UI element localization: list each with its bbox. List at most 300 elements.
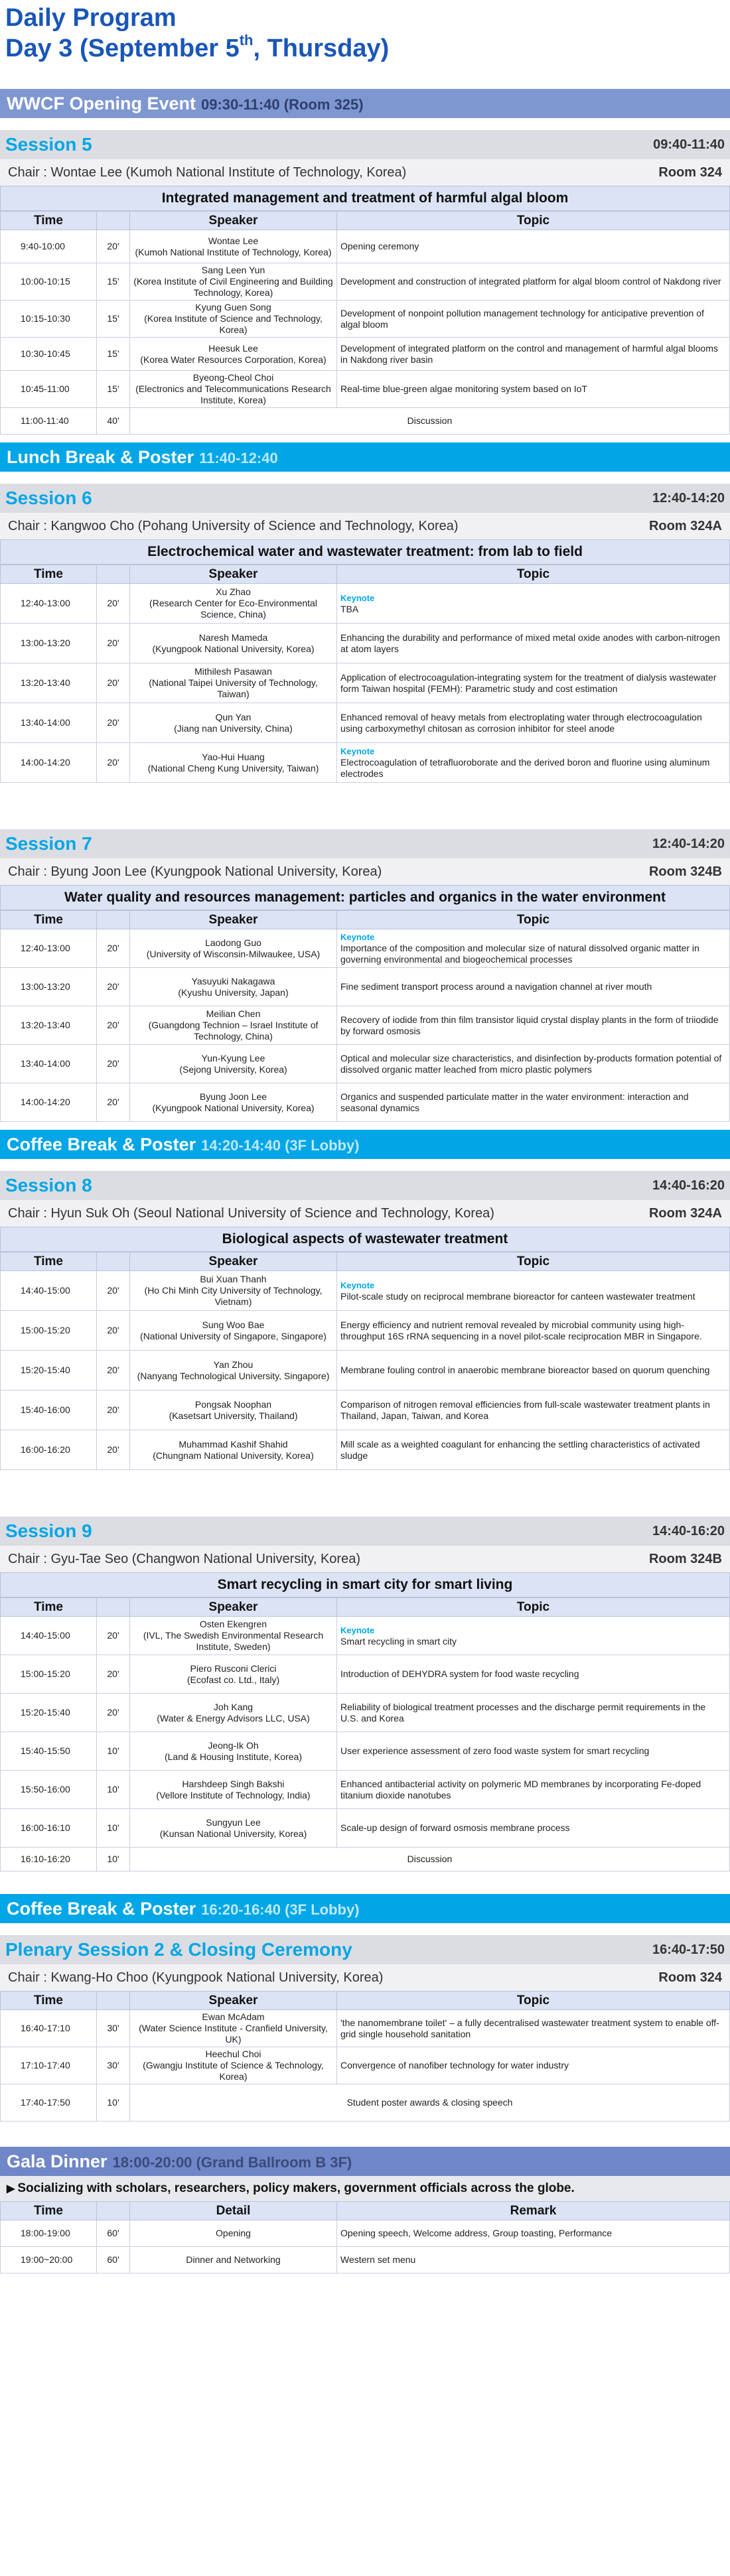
session-theme: Water quality and resources management: particles and organics in the water environment (0, 885, 730, 910)
session-header (0, 1517, 730, 1546)
row-topic (337, 371, 730, 408)
row-time: 16:00-16:10 (1, 1809, 97, 1848)
row-topic (337, 743, 730, 783)
session-header (0, 130, 730, 159)
row-time: 13:20-13:40 (1, 663, 97, 703)
table-row (1, 1809, 730, 1848)
speaker-name: Yun-Kyung Lee (201, 1052, 265, 1063)
session-header (0, 1171, 730, 1200)
row-topic (337, 2047, 730, 2084)
row-duration: 30' (97, 2047, 130, 2084)
row-duration: 20' (97, 929, 130, 968)
topic-text: Application of electrocoagulation-integrating system for the treatment of dialysis wastewater form Taiwan hospital (FEMH): Parametric study and cost estimation (340, 671, 717, 694)
topic-text: Development of integrated platform on the control and management of harmful algal blooms in Nakdong river basin (340, 342, 718, 365)
keynote-label: Keynote (340, 592, 375, 603)
row-time: 19:00~20:00 (1, 2247, 97, 2273)
row-time: 12:40-13:00 (1, 584, 97, 624)
speaker-name: Osten Ekengren (199, 1619, 267, 1629)
row-time: 13:00-13:20 (1, 968, 97, 1006)
speaker-name: Harshdeep Singh Bakshi (182, 1778, 285, 1789)
row-topic (337, 2010, 730, 2047)
speaker-name: Pongsak Noophan (194, 1398, 272, 1410)
row-time: 18:00-19:00 (1, 2220, 97, 2247)
col-time: Time (1, 1598, 97, 1617)
row-duration: 10' (97, 2084, 130, 2122)
row-time: 15:00-15:20 (1, 1311, 97, 1351)
topic-text: Reliability of biological treatment processes and the discharge permit requirements in the U.S. and Korea (340, 1701, 706, 1724)
row-speaker (130, 1006, 337, 1045)
row-speaker (130, 301, 337, 338)
col-time: Time (1, 565, 97, 584)
session-6 (0, 484, 730, 783)
table-row (1, 338, 730, 371)
speaker-affiliation: (Water Science Institute - Cranfield University, UK) (139, 2023, 328, 2045)
speaker-affiliation: (National University of Singapore, Singapore) (140, 1330, 327, 1341)
row-time: 16:40-17:10 (1, 2010, 97, 2047)
col-topic: Topic (337, 911, 730, 929)
row-time: 10:15-10:30 (1, 301, 97, 338)
topic-text: Membrane fouling control in anaerobic membrane bioreactor based on quorum quenching (340, 1365, 710, 1375)
table-row (1, 1655, 730, 1694)
table-row (1, 1045, 730, 1083)
row-duration: 60' (97, 2247, 130, 2273)
row-speaker (130, 703, 337, 743)
row-time: 17:40-17:50 (1, 2084, 97, 2122)
row-duration: 15' (97, 371, 130, 408)
row-duration: 20' (97, 1655, 130, 1694)
session-name: Plenary Session 2 & Closing Ceremony (5, 1939, 352, 1960)
col-speaker: Speaker (130, 212, 337, 230)
lunch-break-bar: Lunch Break & Poster 11:40-12:40 (0, 442, 730, 472)
session-name: Session 9 (5, 1521, 92, 1541)
col-topic: Topic (337, 1992, 730, 2010)
row-time: 14:00-14:20 (1, 1083, 97, 1122)
row-topic (337, 1809, 730, 1848)
topic-text: Development of nonpoint pollution management technology for anticipative prevention of algal bloom (340, 307, 704, 330)
row-time: 16:10-16:20 (1, 1848, 97, 1871)
chair-name: Chair : Hyun Suk Oh (Seoul National University of Science and Technology, Korea) (8, 1205, 494, 1221)
row-duration: 15' (97, 301, 130, 338)
table-row (1, 1390, 730, 1430)
row-time: 14:40-15:00 (1, 1271, 97, 1311)
row-speaker (130, 1271, 337, 1311)
table-row-awards (1, 2084, 730, 2122)
speaker-name: Kyung Guen Song (195, 302, 271, 312)
row-topic (337, 584, 730, 624)
row-duration: 15' (97, 338, 130, 371)
row-duration: 10' (97, 1732, 130, 1771)
session-header (0, 1935, 730, 1964)
col-speaker: Speaker (130, 911, 337, 929)
session-chair (0, 159, 730, 186)
row-topic (337, 1771, 730, 1809)
session-time: 16:40-17:50 (652, 1942, 725, 1957)
row-time: 14:40-15:00 (1, 1617, 97, 1655)
row-duration: 30' (97, 2010, 130, 2047)
row-duration: 20' (97, 1006, 130, 1045)
row-topic (337, 1655, 730, 1694)
keynote-label: Keynote (340, 1625, 375, 1635)
schedule-table (0, 565, 730, 783)
col-duration (97, 565, 130, 584)
session-chair (0, 1546, 730, 1572)
row-speaker (130, 743, 337, 783)
speaker-name: Xu Zhao (216, 586, 251, 597)
table-row (1, 2047, 730, 2084)
session-theme: Biological aspects of wastewater treatment (0, 1227, 730, 1252)
session-chair (0, 513, 730, 539)
table-row (1, 703, 730, 743)
topic-text: Mill scale as a weighted coagulant for enhancing the settling characteristics of activated sludge (340, 1438, 700, 1461)
row-duration: 40' (97, 408, 130, 435)
col-duration (97, 1992, 130, 2010)
row-speaker (130, 1045, 337, 1083)
coffee-break-bar-1: Coffee Break & Poster 14:20-14:40 (3F Lobby) (0, 1130, 730, 1159)
col-detail: Detail (130, 2202, 337, 2220)
session-time: 12:40-14:20 (652, 836, 725, 851)
row-speaker (130, 1809, 337, 1848)
row-duration: 20' (97, 584, 130, 624)
col-topic: Topic (337, 1253, 730, 1271)
topic-text: Real-time blue-green algae monitoring system based on IoT (340, 383, 587, 394)
speaker-affiliation: (Research Center for Eco-Environmental Science, China) (149, 598, 317, 620)
speaker-affiliation: (Chungnam National University, Korea) (153, 1450, 314, 1461)
row-speaker (130, 1351, 337, 1390)
schedule-table (0, 910, 730, 1122)
table-row (1, 301, 730, 338)
row-duration: 20' (97, 743, 130, 783)
table-row (1, 624, 730, 663)
keynote-label: Keynote (340, 1280, 375, 1290)
table-row (1, 1694, 730, 1732)
topic-text: 'the nanomembrane toilet' – a fully decentralised wastewater treatment system to enable off-grid single household sanitation (340, 2017, 719, 2039)
speaker-affiliation: (Ho Chi Minh City University of Technology, Vietnam) (144, 1285, 323, 1307)
session-chair (0, 1964, 730, 1991)
session-theme: Electrochemical water and wastewater treatment: from lab to field (0, 539, 730, 565)
session-chair (0, 1200, 730, 1227)
row-topic (337, 1045, 730, 1083)
row-topic (337, 338, 730, 371)
chair-name: Chair : Gyu-Tae Seo (Changwon National University, Korea) (8, 1551, 360, 1566)
gala-row (1, 2247, 730, 2273)
topic-text: Development and construction of integrated platform for algal bloom control of Nakdong river (340, 276, 721, 287)
col-topic: Topic (337, 565, 730, 584)
col-speaker: Speaker (130, 1598, 337, 1617)
topic-text: Comparison of nitrogen removal efficiencies from full-scale wastewater treatment plants in Thailand, Japan, Taiwan, and Korea (340, 1398, 710, 1421)
row-topic (337, 1732, 730, 1771)
table-row (1, 1732, 730, 1771)
session-theme: Integrated management and treatment of harmful algal bloom (0, 186, 730, 211)
row-speaker (130, 2047, 337, 2084)
session-time: 14:40-16:20 (652, 1178, 725, 1193)
row-duration: 20' (97, 1045, 130, 1083)
speaker-name: Naresh Mameda (198, 632, 268, 643)
row-duration: 60' (97, 2220, 130, 2247)
schedule-table (0, 1991, 730, 2122)
table-row (1, 1617, 730, 1655)
speaker-name: Meilian Chen (206, 1008, 261, 1019)
row-topic (337, 230, 730, 263)
topic-text: TBA (340, 603, 359, 614)
row-topic (337, 1271, 730, 1311)
row-discussion: Discussion (130, 408, 730, 435)
row-duration: 10' (97, 1771, 130, 1809)
room-label: Room 324B (648, 1551, 722, 1566)
topic-text: Enhanced removal of heavy metals from electroplating water through electrocoagulation using carboxymethyl chitosan as corrosion inhibitor for steel anode (340, 711, 702, 734)
row-topic (337, 1390, 730, 1430)
coffee-break-bar-2: Coffee Break & Poster 16:20-16:40 (3F Lobby) (0, 1894, 730, 1923)
row-topic (337, 1430, 730, 1470)
session-7 (0, 829, 730, 1122)
row-duration: 20' (97, 1430, 130, 1470)
row-time: 13:40-14:00 (1, 703, 97, 743)
speaker-affiliation: (Land & Housing Institute, Korea) (164, 1751, 302, 1762)
speaker-affiliation: (Korea Water Resources Corporation, Korea) (140, 354, 327, 365)
speaker-name: Byeong-Cheol Choi (192, 372, 274, 383)
row-time: 10:00-10:15 (1, 263, 97, 301)
speaker-name: Yasuyuki Nakagawa (191, 975, 275, 986)
col-speaker: Speaker (130, 565, 337, 584)
col-time: Time (1, 1253, 97, 1271)
speaker-affiliation: (IVL, The Swedish Environmental Research Institute, Sweden) (143, 1630, 324, 1652)
row-detail: Dinner and Networking (130, 2247, 337, 2273)
row-speaker (130, 1771, 337, 1809)
opening-event-bar: WWCF Opening Event 09:30-11:40 (Room 325) (0, 89, 730, 118)
speaker-affiliation: (Korea Institute of Science and Technology, Korea) (144, 313, 323, 335)
speaker-affiliation: (Guangdong Technion – Israel Institute of Technology, China) (148, 1020, 319, 1042)
row-time: 13:40-14:00 (1, 1045, 97, 1083)
row-remark: Opening speech, Welcome address, Group toasting, Performance (337, 2220, 730, 2247)
speaker-name: Bui Xuan Thanh (200, 1274, 267, 1284)
row-speaker (130, 1390, 337, 1430)
row-topic (337, 663, 730, 703)
row-speaker (130, 338, 337, 371)
room-label: Room 324A (648, 518, 722, 533)
room-label: Room 324B (648, 864, 722, 879)
session-time: 12:40-14:20 (652, 490, 725, 506)
row-time: 17:10-17:40 (1, 2047, 97, 2084)
topic-text: Organics and suspended particulate matter in the water environment: interaction and seasonal dynamics (340, 1091, 689, 1113)
session-name: Session 5 (5, 134, 92, 155)
row-speaker (130, 1083, 337, 1122)
gala-dinner-bar: Gala Dinner 18:00-20:00 (Grand Ballroom B 3F) (0, 2147, 730, 2176)
row-duration: 15' (97, 263, 130, 301)
col-time: Time (1, 1992, 97, 2010)
speaker-affiliation: (Kyushu University, Japan) (178, 986, 289, 998)
row-time: 15:50-16:00 (1, 1771, 97, 1809)
col-speaker: Speaker (130, 1992, 337, 2010)
speaker-name: Ewan McAdam (202, 2011, 265, 2022)
col-duration (97, 1598, 130, 1617)
schedule-table (0, 211, 730, 435)
row-topic (337, 929, 730, 968)
table-row (1, 1311, 730, 1351)
topic-text: User experience assessment of zero food waste system for smart recycling (340, 1745, 650, 1756)
speaker-affiliation: (Sejong University, Korea) (179, 1063, 287, 1075)
speaker-name: Yan Zhou (213, 1359, 254, 1370)
table-row (1, 1351, 730, 1390)
row-duration: 10' (97, 1848, 130, 1871)
row-time: 9:40-10:00 (1, 230, 97, 263)
table-row (1, 929, 730, 968)
topic-text: Energy efficiency and nutrient removal revealed by microbial community using high-throughput 16S rRNA sequencing in a novel pilot-scale reciprocation MBR in Singapore. (340, 1319, 702, 1341)
row-discussion: Discussion (130, 1848, 730, 1871)
row-speaker (130, 929, 337, 968)
col-duration (97, 212, 130, 230)
session-chair (0, 858, 730, 885)
speaker-affiliation: (Kyungpook National University, Korea) (152, 1102, 315, 1113)
row-speaker (130, 230, 337, 263)
col-time: Time (1, 212, 97, 230)
row-duration: 20' (97, 230, 130, 263)
topic-text: Introduction of DEHYDRA system for food waste recycling (340, 1668, 579, 1679)
col-topic: Topic (337, 1598, 730, 1617)
row-topic (337, 1006, 730, 1045)
speaker-affiliation: (Kumoh National Institute of Technology, Korea) (135, 246, 332, 257)
row-speaker (130, 371, 337, 408)
topic-text: Optical and molecular size characteristics, and disinfection by-products formation potential of dissolved organic matter leached from micro plastic polymers (340, 1052, 722, 1075)
speaker-name: Heechul Choi (205, 2049, 261, 2059)
session-name: Session 6 (5, 488, 92, 508)
table-row (1, 1271, 730, 1311)
speaker-affiliation: (National Taipei University of Technology, Taiwan) (149, 677, 318, 699)
col-speaker: Speaker (130, 1253, 337, 1271)
row-time: 16:00-16:20 (1, 1430, 97, 1470)
speaker-affiliation: (National Cheng Kung University, Taiwan) (147, 762, 319, 774)
row-topic (337, 1351, 730, 1390)
session-header (0, 829, 730, 858)
session-header (0, 484, 730, 513)
session-theme: Smart recycling in smart city for smart living (0, 1572, 730, 1597)
speaker-affiliation: (Korea Institute of Civil Engineering and Building Technology, Korea) (133, 276, 333, 298)
topic-text: Electrocoagulation of tetrafluoroborate and the derived boron and fluorine using aluminum electrodes (340, 757, 710, 779)
topic-text: Smart recycling in smart city (340, 1635, 457, 1647)
row-time: 15:20-15:40 (1, 1694, 97, 1732)
speaker-affiliation: (Kunsan National University, Korea) (159, 1828, 307, 1839)
row-speaker (130, 1430, 337, 1470)
session-name: Session 7 (5, 833, 92, 854)
topic-text: Convergence of nanofiber technology for water industry (340, 2060, 569, 2070)
row-duration: 20' (97, 1351, 130, 1390)
row-time: 15:40-16:00 (1, 1390, 97, 1430)
table-row (1, 743, 730, 783)
table-row (1, 584, 730, 624)
row-duration: 20' (97, 1083, 130, 1122)
col-duration (97, 911, 130, 929)
day-heading: Day 3 (September 5th, Thursday) (5, 32, 390, 62)
speaker-affiliation: (Water & Energy Advisors LLC, USA) (157, 1712, 310, 1724)
speaker-name: Mithilesh Pasawan (194, 666, 272, 677)
row-duration: 20' (97, 968, 130, 1006)
row-time: 10:45-11:00 (1, 371, 97, 408)
topic-text: Fine sediment transport process around a navigation channel at river mouth (340, 981, 652, 992)
row-duration: 20' (97, 624, 130, 663)
row-time: 13:00-13:20 (1, 624, 97, 663)
row-speaker (130, 624, 337, 663)
gala-row (1, 2220, 730, 2247)
topic-text: Pilot-scale study on reciprocal membrane bioreactor for canteen wastewater treatment (340, 1290, 695, 1302)
gala-table (0, 2201, 730, 2273)
speaker-name: Laodong Guo (205, 937, 261, 948)
table-row (1, 230, 730, 263)
speaker-name: Heesuk Lee (208, 342, 258, 354)
col-time: Time (1, 2202, 97, 2220)
session-8 (0, 1171, 730, 1470)
table-row-discussion (1, 408, 730, 435)
gala-note: ▶ Socializing with scholars, researchers, policy makers, government officials across the globe. (0, 2176, 730, 2201)
row-duration: 20' (97, 1390, 130, 1430)
row-topic (337, 263, 730, 301)
speaker-affiliation: (Ecofast co. Ltd., Italy) (186, 1674, 280, 1685)
col-topic: Topic (337, 212, 730, 230)
row-speaker (130, 2010, 337, 2047)
col-time: Time (1, 911, 97, 929)
topic-text: Enhanced antibacterial activity on polymeric MD membranes by incorporating Fe-doped titanium dioxide nanotubes (340, 1778, 701, 1800)
schedule-table (0, 1597, 730, 1871)
row-topic (337, 703, 730, 743)
row-detail: Opening (130, 2220, 337, 2247)
row-topic (337, 1083, 730, 1122)
room-label: Room 324 (658, 165, 722, 180)
row-duration: 20' (97, 1617, 130, 1655)
row-topic (337, 301, 730, 338)
session-5 (0, 130, 730, 435)
row-duration: 20' (97, 1694, 130, 1732)
topic-text: Importance of the composition and molecular size of natural dissolved organic matter in governing environmental and biogeochemical processes (340, 943, 699, 965)
row-time: 14:00-14:20 (1, 743, 97, 783)
session-name: Session 8 (5, 1175, 92, 1195)
speaker-name: Sung Woo Bae (202, 1319, 265, 1330)
row-awards: Student poster awards & closing speech (130, 2084, 730, 2122)
row-duration: 20' (97, 663, 130, 703)
table-row (1, 663, 730, 703)
session-time: 14:40-16:20 (652, 1523, 725, 1538)
row-time: 11:00-11:40 (1, 408, 97, 435)
chair-name: Chair : Byung Joon Lee (Kyungpook National University, Korea) (8, 864, 382, 879)
row-remark: Western set menu (337, 2247, 730, 2273)
row-topic (337, 968, 730, 1006)
row-speaker (130, 1311, 337, 1351)
speaker-affiliation: (Jiang nan University, China) (174, 722, 293, 734)
row-speaker (130, 1732, 337, 1771)
row-time: 10:30-10:45 (1, 338, 97, 371)
row-time: 13:20-13:40 (1, 1006, 97, 1045)
session-9 (0, 1517, 730, 1871)
speaker-name: Yao-Hui Huang (202, 751, 265, 762)
row-speaker (130, 1694, 337, 1732)
table-row (1, 1430, 730, 1470)
speaker-affiliation: (Electronics and Telecommunications Research Institute, Korea) (135, 383, 331, 405)
table-row (1, 371, 730, 408)
room-label: Room 324A (648, 1205, 722, 1221)
table-row-discussion (1, 1848, 730, 1871)
page-title: Daily Program Day 3 (September 5th, Thursday) (0, 0, 730, 64)
row-speaker (130, 968, 337, 1006)
speaker-name: Byung Joon Lee (199, 1091, 267, 1102)
topic-text: Recovery of iodide from thin film transistor liquid crystal display plants in the form of triiodide by forward osmosis (340, 1014, 719, 1036)
col-remark: Remark (337, 2202, 730, 2220)
schedule-table (0, 1252, 730, 1470)
speaker-affiliation: (Gwangju Institute of Science & Technology, Korea) (143, 2060, 324, 2082)
row-topic (337, 1617, 730, 1655)
row-time: 15:20-15:40 (1, 1351, 97, 1390)
chair-name: Chair : Kangwoo Cho (Pohang University of Science and Technology, Korea) (8, 518, 459, 533)
row-topic (337, 1311, 730, 1351)
topic-text: Opening ceremony (340, 241, 419, 251)
keynote-label: Keynote (340, 932, 375, 942)
table-row (1, 968, 730, 1006)
speaker-name: Wontae Lee (208, 235, 259, 246)
